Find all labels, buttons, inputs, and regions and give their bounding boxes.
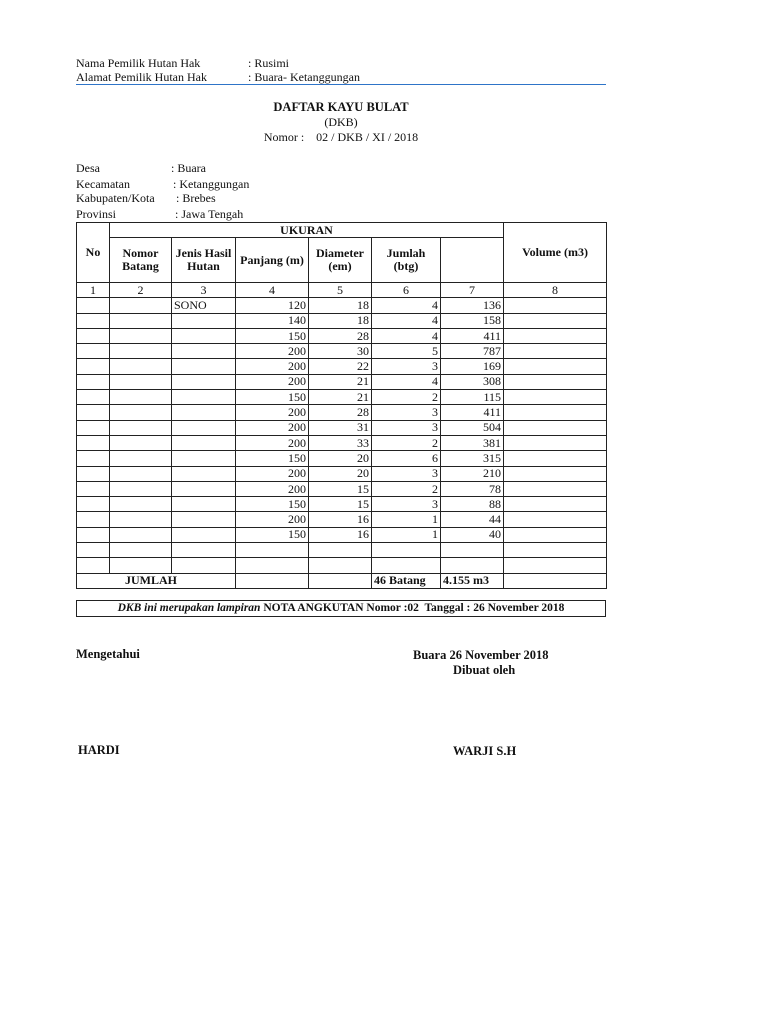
cell-jumlah: 3 bbox=[372, 405, 441, 420]
owner-address-label: Alamat Pemilik Hutan Hak bbox=[76, 70, 207, 84]
cell-jumlah: 3 bbox=[372, 497, 441, 512]
header-rule bbox=[76, 84, 606, 85]
cell-no bbox=[77, 543, 110, 558]
cell-diameter: 18 bbox=[309, 298, 372, 313]
left-signatory-name: HARDI bbox=[78, 743, 120, 757]
cell-panjang: 200 bbox=[236, 512, 309, 527]
table-row bbox=[77, 543, 607, 558]
cell-panjang: 200 bbox=[236, 481, 309, 496]
cell-panjang: 150 bbox=[236, 390, 309, 405]
cell-no bbox=[77, 328, 110, 343]
kabupaten-label: Kabupaten/Kota bbox=[76, 191, 155, 205]
cell-jenis bbox=[172, 512, 236, 527]
column-index-cell: 4 bbox=[236, 283, 309, 298]
cell-ket bbox=[504, 359, 607, 374]
cell-volume: 210 bbox=[441, 466, 504, 481]
cell-jumlah: 4 bbox=[372, 298, 441, 313]
right-signatory-name: WARJI S.H bbox=[453, 744, 517, 758]
column-index-cell: 5 bbox=[309, 283, 372, 298]
cell-no bbox=[77, 558, 110, 573]
total-empty-cell bbox=[309, 573, 372, 588]
cell-ket bbox=[504, 420, 607, 435]
cell-jenis bbox=[172, 374, 236, 389]
cell-volume: 115 bbox=[441, 390, 504, 405]
cell-panjang: 200 bbox=[236, 405, 309, 420]
document-subtitle: (DKB) bbox=[324, 115, 358, 129]
cell-ket bbox=[504, 298, 607, 313]
cell-volume bbox=[441, 543, 504, 558]
cell-ket bbox=[504, 558, 607, 573]
cell-jenis bbox=[172, 435, 236, 450]
cell-ket bbox=[504, 481, 607, 496]
dkb-table bbox=[76, 222, 607, 589]
header-diameter: Diameter (em) bbox=[309, 238, 372, 283]
kecamatan-value: : Ketanggungan bbox=[173, 177, 250, 191]
cell-no bbox=[77, 512, 110, 527]
column-index-cell: 1 bbox=[77, 283, 110, 298]
cell-ket bbox=[504, 344, 607, 359]
provinsi-label: Provinsi bbox=[76, 207, 117, 221]
cell-nomor bbox=[110, 481, 172, 496]
cell-ket bbox=[504, 390, 607, 405]
cell-diameter bbox=[309, 558, 372, 573]
cell-panjang: 200 bbox=[236, 466, 309, 481]
cell-jumlah: 3 bbox=[372, 359, 441, 374]
cell-volume: 158 bbox=[441, 313, 504, 328]
cell-diameter: 31 bbox=[309, 420, 372, 435]
owner-name-label: Nama Pemilik Hutan Hak bbox=[76, 56, 201, 70]
cell-no bbox=[77, 527, 110, 542]
document-title: DAFTAR KAYU BULAT bbox=[273, 100, 409, 114]
cell-no bbox=[77, 313, 110, 328]
cell-no bbox=[77, 344, 110, 359]
table-row bbox=[77, 359, 607, 374]
cell-nomor bbox=[110, 451, 172, 466]
document-number: Nomor : 02 / DKB / XI / 2018 bbox=[263, 130, 419, 144]
table-row bbox=[77, 405, 607, 420]
cell-jenis bbox=[172, 420, 236, 435]
cell-panjang bbox=[236, 558, 309, 573]
table-row bbox=[77, 420, 607, 435]
cell-diameter: 28 bbox=[309, 328, 372, 343]
cell-volume: 40 bbox=[441, 527, 504, 542]
cell-ket bbox=[504, 451, 607, 466]
dibuat-oleh-label: Dibuat oleh bbox=[453, 663, 516, 677]
owner-address-line bbox=[76, 70, 606, 84]
table-row bbox=[77, 328, 607, 343]
cell-ket bbox=[504, 435, 607, 450]
cell-diameter: 18 bbox=[309, 313, 372, 328]
attachment-note bbox=[76, 600, 606, 617]
table-row bbox=[77, 390, 607, 405]
cell-nomor bbox=[110, 466, 172, 481]
cell-jenis bbox=[172, 466, 236, 481]
cell-jenis bbox=[172, 481, 236, 496]
total-jumlah: 46 Batang bbox=[372, 573, 441, 588]
cell-panjang bbox=[236, 543, 309, 558]
cell-diameter: 15 bbox=[309, 497, 372, 512]
cell-nomor bbox=[110, 497, 172, 512]
cell-nomor bbox=[110, 527, 172, 542]
cell-panjang: 120 bbox=[236, 298, 309, 313]
cell-no bbox=[77, 481, 110, 496]
cell-diameter bbox=[309, 543, 372, 558]
provinsi-value: : Jawa Tengah bbox=[175, 207, 244, 221]
cell-jumlah: 1 bbox=[372, 527, 441, 542]
cell-ket bbox=[504, 313, 607, 328]
cell-nomor bbox=[110, 374, 172, 389]
cell-ket bbox=[504, 497, 607, 512]
cell-panjang: 200 bbox=[236, 374, 309, 389]
cell-volume: 169 bbox=[441, 359, 504, 374]
cell-nomor bbox=[110, 420, 172, 435]
table-row bbox=[77, 481, 607, 496]
location-kabupaten bbox=[76, 191, 376, 205]
cell-jumlah: 2 bbox=[372, 481, 441, 496]
header-ukuran: UKURAN bbox=[110, 223, 504, 238]
table-row bbox=[77, 435, 607, 450]
cell-jumlah: 3 bbox=[372, 420, 441, 435]
note-italic-part: DKB ini merupakan lampiran bbox=[117, 602, 261, 614]
cell-no bbox=[77, 298, 110, 313]
column-index-cell: 6 bbox=[372, 283, 441, 298]
owner-address-value: : Buara- Ketanggungan bbox=[248, 70, 360, 84]
column-index-cell: 3 bbox=[172, 283, 236, 298]
cell-nomor bbox=[110, 313, 172, 328]
cell-nomor bbox=[110, 435, 172, 450]
cell-diameter: 16 bbox=[309, 527, 372, 542]
cell-jumlah: 3 bbox=[372, 466, 441, 481]
place-date: Buara 26 November 2018 bbox=[413, 648, 549, 662]
cell-ket bbox=[504, 328, 607, 343]
cell-nomor bbox=[110, 405, 172, 420]
cell-panjang: 150 bbox=[236, 328, 309, 343]
header-volume: Volume (m3) bbox=[504, 223, 607, 283]
cell-no bbox=[77, 435, 110, 450]
cell-diameter: 22 bbox=[309, 359, 372, 374]
cell-jumlah: 4 bbox=[372, 328, 441, 343]
kabupaten-value: : Brebes bbox=[176, 191, 216, 205]
total-row bbox=[77, 573, 607, 588]
cell-panjang: 150 bbox=[236, 497, 309, 512]
table-row bbox=[77, 451, 607, 466]
cell-diameter: 28 bbox=[309, 405, 372, 420]
cell-ket bbox=[504, 405, 607, 420]
cell-diameter: 21 bbox=[309, 374, 372, 389]
cell-diameter: 21 bbox=[309, 390, 372, 405]
total-volume: 4.155 m3 bbox=[441, 573, 504, 588]
cell-no bbox=[77, 451, 110, 466]
column-index-cell: 7 bbox=[441, 283, 504, 298]
cell-nomor bbox=[110, 390, 172, 405]
column-index-cell: 2 bbox=[110, 283, 172, 298]
header-jumlah: Jumlah (btg) bbox=[372, 238, 441, 283]
cell-no bbox=[77, 405, 110, 420]
header-jenis: Jenis Hasil Hutan bbox=[172, 238, 236, 283]
cell-nomor bbox=[110, 359, 172, 374]
owner-name-line bbox=[76, 56, 606, 70]
owner-name-value: : Rusimi bbox=[248, 56, 290, 70]
cell-volume: 787 bbox=[441, 344, 504, 359]
cell-no bbox=[77, 497, 110, 512]
cell-ket bbox=[504, 466, 607, 481]
mengetahui-label: Mengetahui bbox=[76, 647, 140, 661]
cell-jenis bbox=[172, 543, 236, 558]
cell-nomor bbox=[110, 512, 172, 527]
cell-volume: 44 bbox=[441, 512, 504, 527]
cell-jumlah: 1 bbox=[372, 512, 441, 527]
cell-diameter: 15 bbox=[309, 481, 372, 496]
location-desa bbox=[76, 161, 376, 175]
cell-panjang: 200 bbox=[236, 344, 309, 359]
cell-jenis bbox=[172, 328, 236, 343]
table-row bbox=[77, 512, 607, 527]
cell-volume: 381 bbox=[441, 435, 504, 450]
cell-jumlah: 6 bbox=[372, 451, 441, 466]
cell-diameter: 33 bbox=[309, 435, 372, 450]
cell-jumlah: 5 bbox=[372, 344, 441, 359]
note-rest: NOTA ANGKUTAN Nomor :02 Tanggal : 26 November 2018 bbox=[260, 602, 565, 614]
cell-no bbox=[77, 390, 110, 405]
header-no: No bbox=[77, 223, 110, 283]
table-row bbox=[77, 558, 607, 573]
cell-panjang: 200 bbox=[236, 359, 309, 374]
header-panjang: Panjang (m) bbox=[236, 238, 309, 283]
cell-diameter: 20 bbox=[309, 451, 372, 466]
cell-volume: 88 bbox=[441, 497, 504, 512]
desa-label: Desa bbox=[76, 161, 100, 175]
cell-no bbox=[77, 359, 110, 374]
location-provinsi bbox=[76, 207, 376, 221]
table-row bbox=[77, 344, 607, 359]
cell-jumlah: 4 bbox=[372, 313, 441, 328]
location-kecamatan bbox=[76, 177, 376, 191]
cell-volume: 315 bbox=[441, 451, 504, 466]
cell-no bbox=[77, 374, 110, 389]
cell-jumlah bbox=[372, 543, 441, 558]
cell-jumlah: 2 bbox=[372, 435, 441, 450]
total-empty-cell bbox=[504, 573, 607, 588]
cell-jenis bbox=[172, 527, 236, 542]
cell-diameter: 30 bbox=[309, 344, 372, 359]
total-label: JUMLAH bbox=[77, 573, 236, 588]
cell-jumlah: 4 bbox=[372, 374, 441, 389]
cell-volume: 78 bbox=[441, 481, 504, 496]
cell-jenis: SONO bbox=[172, 298, 236, 313]
cell-jenis bbox=[172, 497, 236, 512]
column-index-row bbox=[77, 283, 607, 298]
cell-jumlah: 2 bbox=[372, 390, 441, 405]
cell-panjang: 150 bbox=[236, 527, 309, 542]
table-row bbox=[77, 466, 607, 481]
cell-volume: 136 bbox=[441, 298, 504, 313]
cell-nomor bbox=[110, 344, 172, 359]
cell-volume: 308 bbox=[441, 374, 504, 389]
desa-value: : Buara bbox=[171, 161, 206, 175]
cell-ket bbox=[504, 543, 607, 558]
cell-nomor bbox=[110, 543, 172, 558]
column-index-cell: 8 bbox=[504, 283, 607, 298]
cell-ket bbox=[504, 374, 607, 389]
header-nomor-batang: Nomor Batang bbox=[110, 238, 172, 283]
kecamatan-label: Kecamatan bbox=[76, 177, 130, 191]
cell-diameter: 20 bbox=[309, 466, 372, 481]
table-row bbox=[77, 527, 607, 542]
cell-nomor bbox=[110, 298, 172, 313]
cell-diameter: 16 bbox=[309, 512, 372, 527]
cell-nomor bbox=[110, 328, 172, 343]
table-row bbox=[77, 497, 607, 512]
cell-panjang: 150 bbox=[236, 451, 309, 466]
cell-no bbox=[77, 466, 110, 481]
cell-jenis bbox=[172, 558, 236, 573]
cell-volume: 411 bbox=[441, 328, 504, 343]
cell-volume: 411 bbox=[441, 405, 504, 420]
cell-panjang: 200 bbox=[236, 420, 309, 435]
total-empty-cell bbox=[236, 573, 309, 588]
cell-jumlah bbox=[372, 558, 441, 573]
cell-jenis bbox=[172, 344, 236, 359]
cell-no bbox=[77, 420, 110, 435]
cell-panjang: 200 bbox=[236, 435, 309, 450]
table-row bbox=[77, 313, 607, 328]
cell-ket bbox=[504, 512, 607, 527]
cell-jenis bbox=[172, 313, 236, 328]
table-row bbox=[77, 298, 607, 313]
cell-volume: 504 bbox=[441, 420, 504, 435]
cell-volume bbox=[441, 558, 504, 573]
cell-jenis bbox=[172, 405, 236, 420]
cell-nomor bbox=[110, 558, 172, 573]
cell-jenis bbox=[172, 390, 236, 405]
cell-panjang: 140 bbox=[236, 313, 309, 328]
cell-ket bbox=[504, 527, 607, 542]
table-row bbox=[77, 374, 607, 389]
cell-jenis bbox=[172, 451, 236, 466]
cell-jenis bbox=[172, 359, 236, 374]
